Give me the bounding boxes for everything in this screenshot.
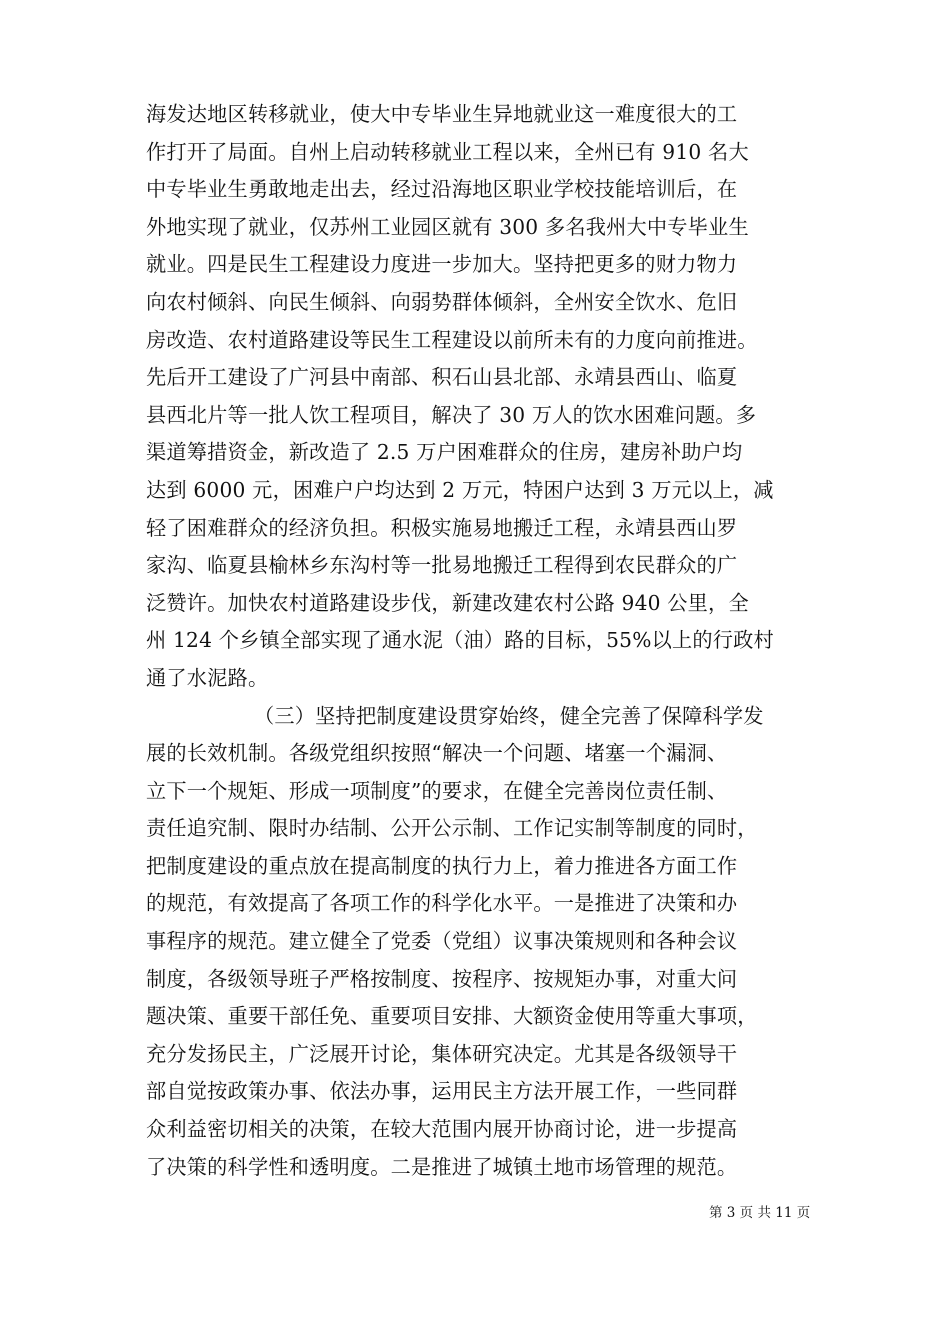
section-heading-line: （三）坚持把制度建设贯穿始终，健全完善了保障科学发 bbox=[254, 703, 764, 728]
text-line: 房改造、农村道路建设等民生工程建设以前所未有的力度向前推进。 bbox=[146, 327, 758, 352]
text-line: 把制度建设的重点放在提高制度的执行力上，着力推进各方面工作 bbox=[146, 853, 738, 878]
text-line: 外地实现了就业，仅苏州工业园区就有 300 多名我州大中专毕业生 bbox=[146, 214, 749, 239]
text-line: 向农村倾斜、向民生倾斜、向弱势群体倾斜，全州安全饮水、危旧 bbox=[146, 289, 738, 314]
text-line: 通了水泥路。 bbox=[146, 665, 269, 690]
page-number: 第 3 页 共 11 页 bbox=[709, 1205, 811, 1221]
text-line: 作打开了局面。自州上启动转移就业工程以来，全州已有 910 名大 bbox=[146, 139, 749, 164]
text-line: 部自觉按政策办事、依法办事，运用民主方法开展工作，一些同群 bbox=[146, 1079, 738, 1104]
text-line: 轻了困难群众的经济负担。积极实施易地搬迁工程，永靖县西山罗 bbox=[146, 515, 738, 540]
text-line: 中专毕业生勇敢地走出去，经过沿海地区职业学校技能培训后，在 bbox=[146, 177, 738, 202]
text-line: 泛赞许。加快农村道路建设步伐，新建改建农村公路 940 公里，全 bbox=[146, 590, 749, 615]
text-line: 题决策、重要干部任免、重要项目安排、大额资金使用等重大事项， bbox=[146, 1004, 758, 1029]
text-line: 立下一个规矩、形成一项制度”的要求，在健全完善岗位责任制、 bbox=[146, 778, 728, 803]
text-line: 达到 6000 元，困难户户均达到 2 万元，特困户达到 3 万元以上，减 bbox=[146, 477, 774, 502]
body-text bbox=[146, 96, 806, 1186]
text-line: 展的长效机制。各级党组织按照“解决一个问题、堵塞一个漏洞、 bbox=[146, 741, 728, 766]
text-line: 了决策的科学性和透明度。二是推进了城镇土地市场管理的规范。 bbox=[146, 1154, 738, 1179]
text-line: 海发达地区转移就业，使大中专毕业生异地就业这一难度很大的工 bbox=[146, 102, 738, 126]
text-line: 众利益密切相关的决策，在较大范围内展开协商讨论，进一步提高 bbox=[146, 1117, 738, 1142]
text-line: 的规范，有效提高了各项工作的科学化水平。一是推进了决策和办 bbox=[146, 891, 738, 916]
text-line: 制度，各级领导班子严格按制度、按程序、按规矩办事，对重大问 bbox=[146, 966, 738, 991]
text-line: 渠道筹措资金，新改造了 2.5 万户困难群众的住房，建房补助户均 bbox=[146, 440, 743, 465]
text-line: 先后开工建设了广河县中南部、积石山县北部、永靖县西山、临夏 bbox=[146, 365, 738, 390]
text-line: 家沟、临夏县榆林乡东沟村等一批易地搬迁工程得到农民群众的广 bbox=[146, 553, 738, 578]
text-line: 县西北片等一批人饮工程项目，解决了 30 万人的饮水困难问题。多 bbox=[146, 402, 757, 427]
text-line: 州 124 个乡镇全部实现了通水泥（油）路的目标，55%以上的行政村 bbox=[146, 628, 774, 653]
text-line: 责任追究制、限时办结制、公开公示制、工作记实制等制度的同时， bbox=[146, 816, 758, 841]
text-line: 事程序的规范。建立健全了党委（党组）议事决策规则和各种会议 bbox=[146, 929, 738, 954]
text-line: 就业。四是民生工程建设力度进一步加大。坚持把更多的财力物力 bbox=[146, 252, 738, 277]
text-line: 充分发扬民主，广泛展开讨论，集体研究决定。尤其是各级领导干 bbox=[146, 1041, 738, 1066]
